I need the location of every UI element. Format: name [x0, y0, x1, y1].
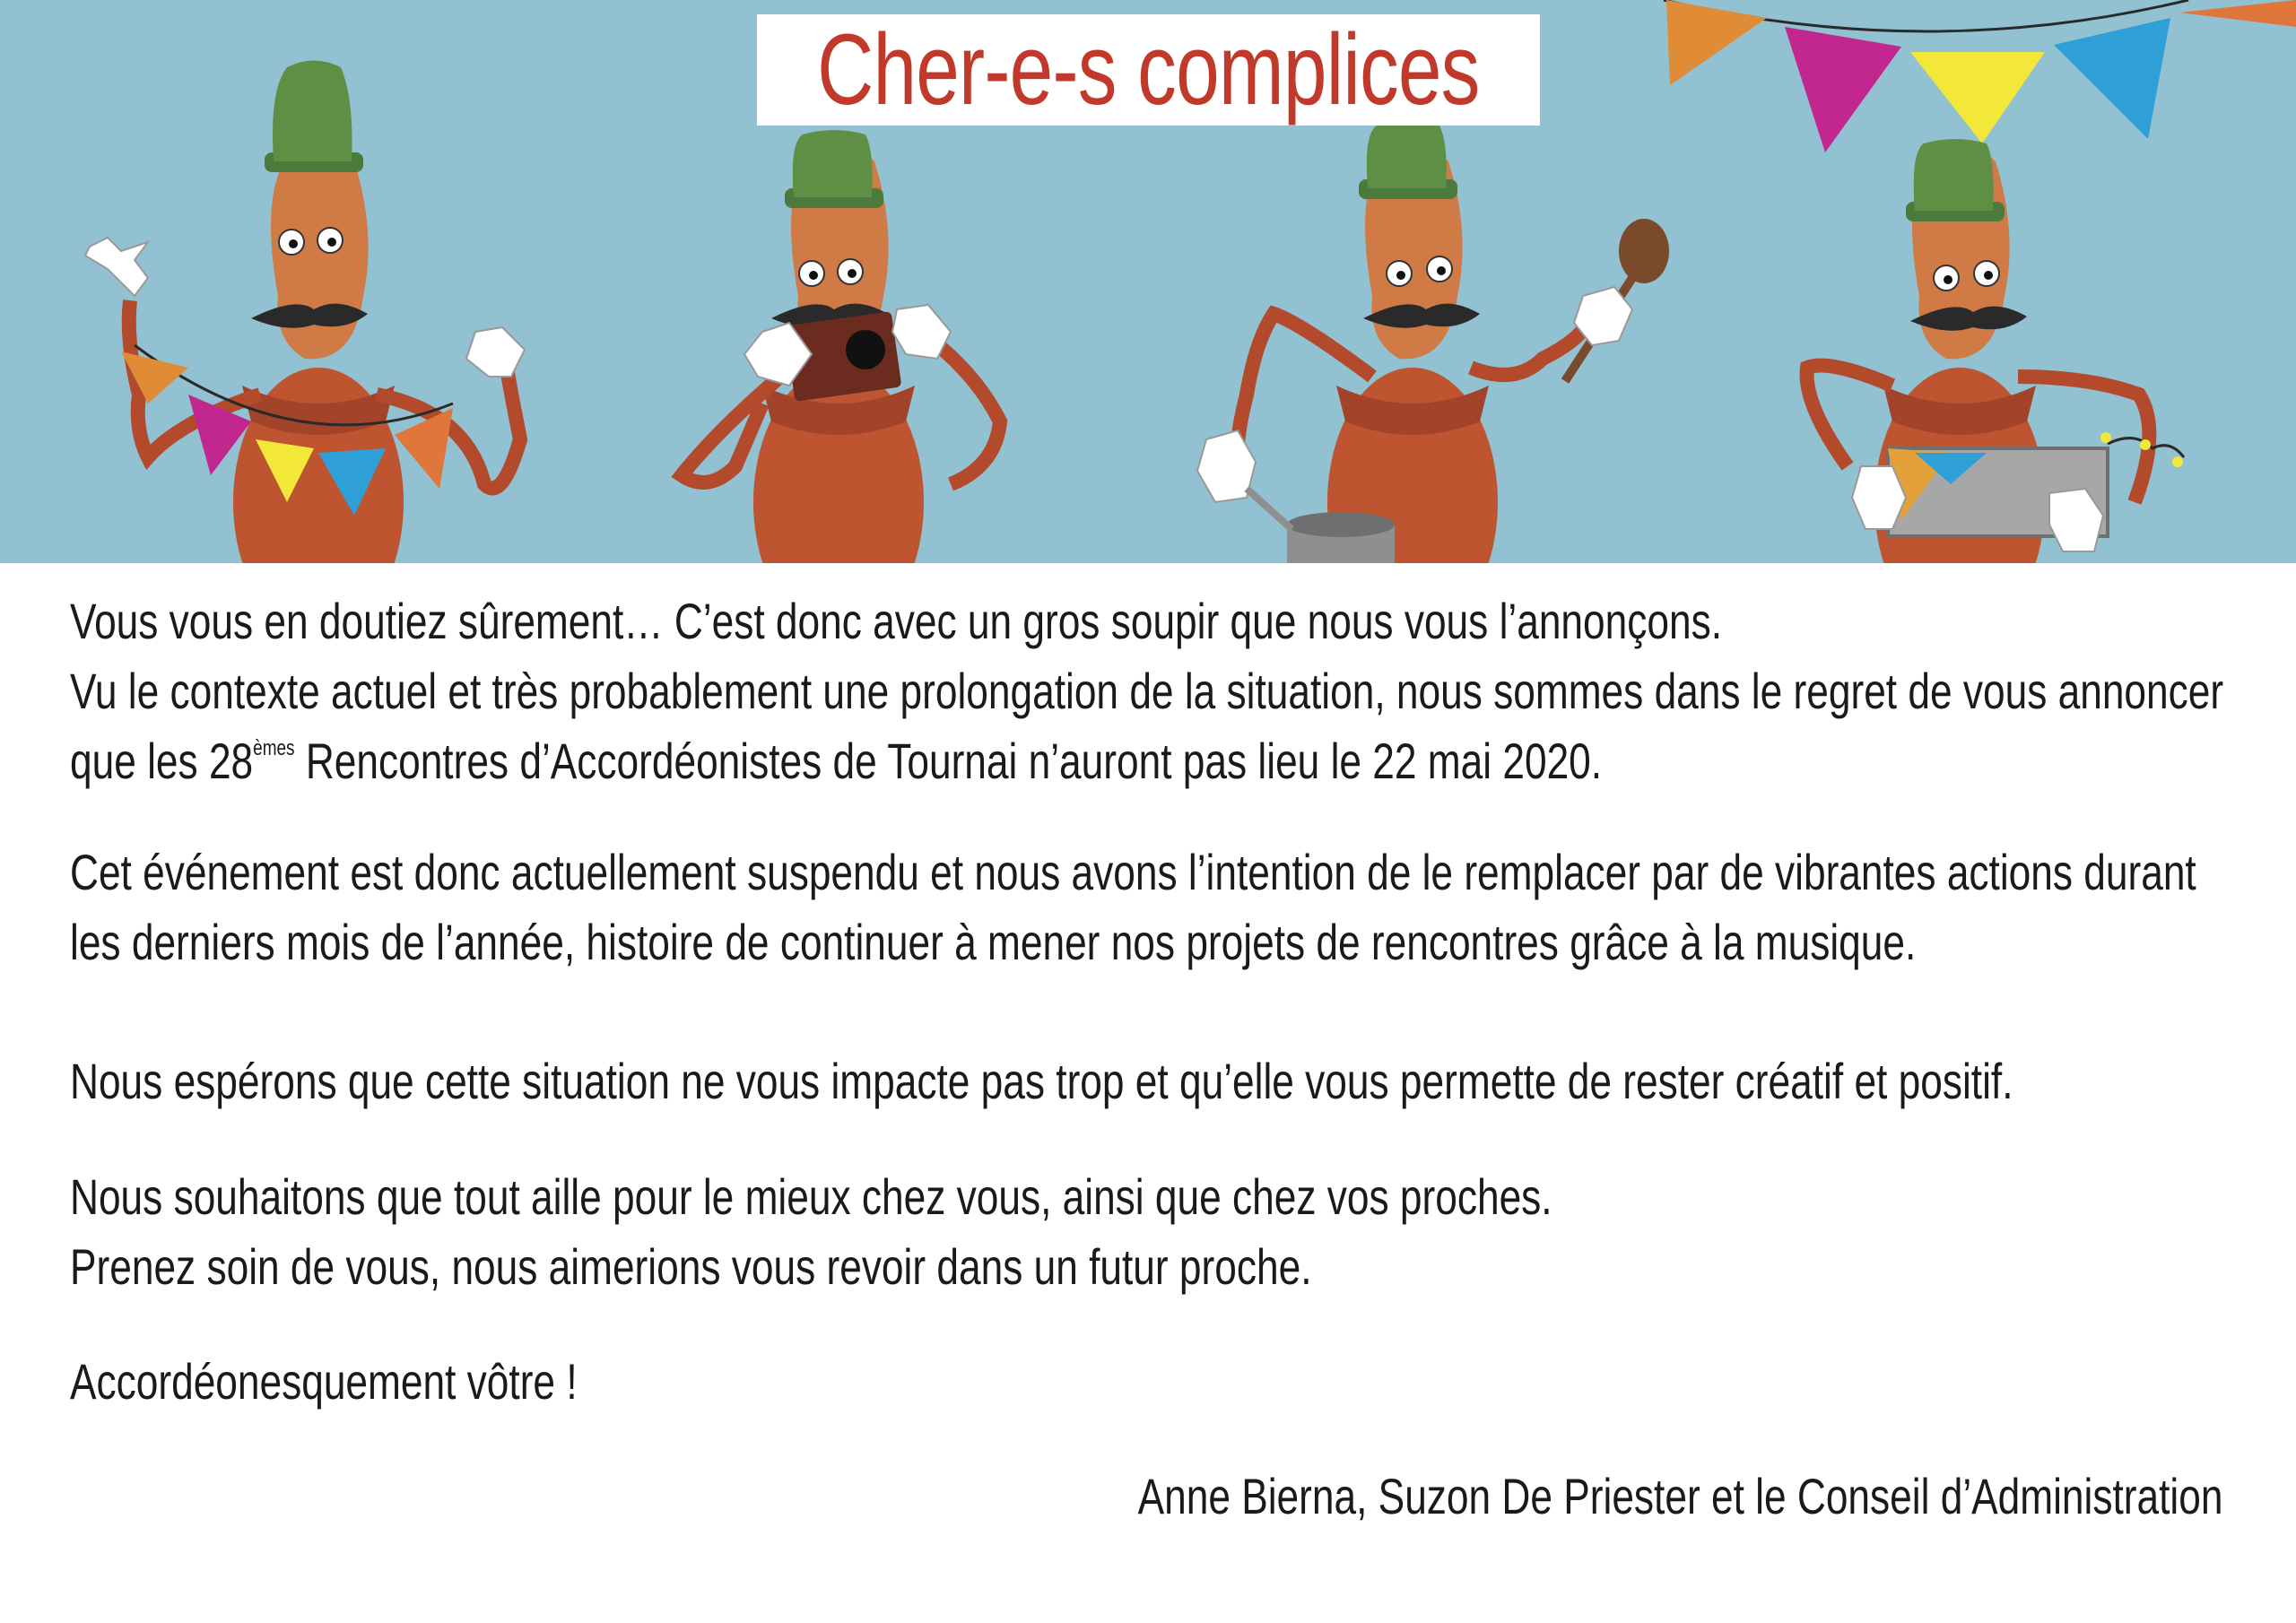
paragraph-1-line-3 [70, 732, 1602, 790]
page-title: Cher-e-s complices [817, 13, 1480, 126]
paragraph-4-line-2: Prenez soin de vous, nous aimerions vous revoir dans un futur proche. [70, 1238, 1312, 1295]
paragraph-1-line-3-start: que les 28 [70, 733, 254, 789]
paragraph-2-line-1: Cet événement est donc actuellement suspendu et nous avons l’intention de le remplacer par de vibrantes actions durant [70, 844, 2196, 900]
paragraph-1-line-1: Vous vous en doutiez sûrement… C’est donc avec un gros soupir que nous vous l’annonçons. [70, 593, 1722, 649]
paragraph-1-line-2: Vu le contexte actuel et très probablement une prolongation de la situation, nous sommes dans le regret de vous annoncer [70, 663, 2224, 719]
paragraph-2-line-2: les derniers mois de l’année, histoire de continuer à mener nos projets de rencontres grâce à la musique. [70, 914, 1917, 970]
ordinal-superscript: èmes [253, 736, 295, 760]
paragraph-3-line-1: Nous espérons que cette situation ne vous impacte pas trop et qu’elle vous permette de rester créatif et positif. [70, 1053, 2013, 1109]
paragraph-4-line-1: Nous souhaitons que tout aille pour le mieux chez vous, ainsi que chez vos proches. [70, 1168, 1552, 1225]
paragraph-1-line-3-end: Rencontres d’Accordéonistes de Tournai n’auront pas lieu le 22 mai 2020. [294, 733, 1603, 789]
signature: Anne Bierna, Suzon De Priester et le Conseil d’Administration [1137, 1468, 2222, 1524]
closing-line: Accordéonesquement vôtre ! [70, 1353, 578, 1410]
